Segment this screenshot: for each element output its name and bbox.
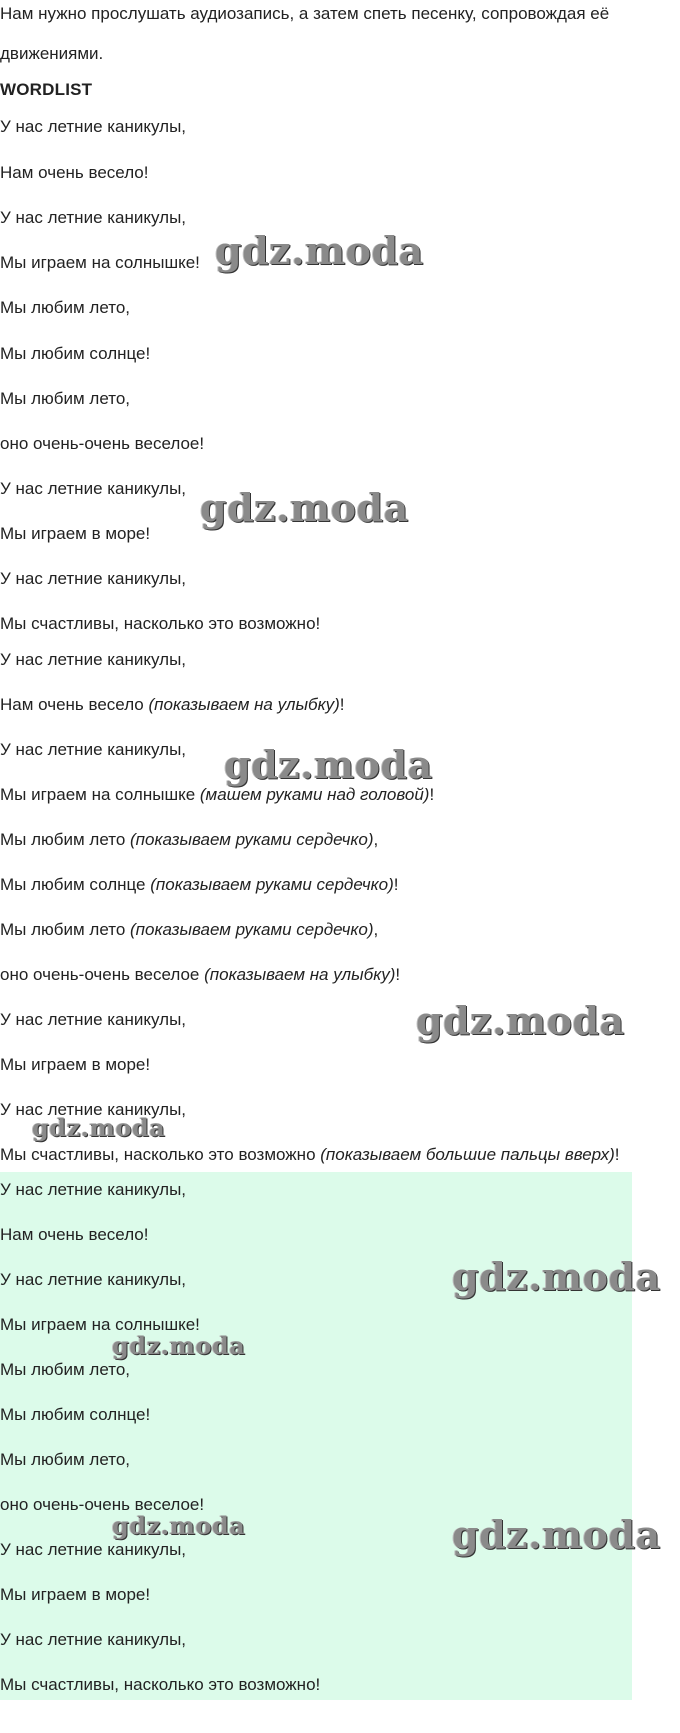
- watermark: gdz.moda: [224, 742, 433, 787]
- song-line: У нас летние каникулы,: [0, 1540, 187, 1559]
- song-line: Мы любим лето (показываем руками сердечко),: [0, 920, 379, 939]
- gesture-note: (показываем руками сердечко): [130, 830, 374, 849]
- song-line: Мы любим лето,: [0, 298, 130, 317]
- song-line: Мы счастливы, насколько это возможно (показываем большие пальцы вверх)!: [0, 1145, 620, 1164]
- intro-line: движениями.: [0, 44, 104, 63]
- song-line: Мы любим солнце!: [0, 344, 151, 363]
- song-line: Мы играем на солнышке!: [0, 1315, 200, 1334]
- song-line: Нам очень весело (показываем на улыбку)!: [0, 695, 345, 714]
- song-line: Мы любим лето,: [0, 1450, 130, 1469]
- song-line: У нас летние каникулы,: [0, 740, 187, 759]
- song-line: У нас летние каникулы,: [0, 117, 187, 136]
- song-line: Мы играем на солнышке (машем руками над головой)!: [0, 785, 435, 804]
- song-line: У нас летние каникулы,: [0, 1270, 187, 1289]
- watermark: gdz.moda: [452, 1254, 661, 1299]
- song-line: У нас летние каникулы,: [0, 1010, 187, 1029]
- song-line: У нас летние каникулы,: [0, 1100, 187, 1119]
- watermark: gdz.moda: [112, 1331, 246, 1360]
- watermark: gdz.moda: [32, 1113, 166, 1142]
- section-heading: WORDLIST: [0, 80, 93, 99]
- highlighted-block: [0, 1172, 632, 1700]
- watermark: gdz.moda: [215, 228, 424, 273]
- gesture-note: (показываем на улыбку): [148, 695, 340, 714]
- song-line: У нас летние каникулы,: [0, 479, 187, 498]
- song-line: Мы любим солнце!: [0, 1405, 151, 1424]
- song-line: У нас летние каникулы,: [0, 569, 187, 588]
- song-line: Мы счастливы, насколько это возможно!: [0, 614, 321, 633]
- song-line: Мы играем в море!: [0, 1585, 151, 1604]
- song-line: оно очень-очень веселое (показываем на улыбку)!: [0, 965, 401, 984]
- watermark: gdz.moda: [112, 1511, 246, 1540]
- song-line: Мы любим лето,: [0, 1360, 130, 1379]
- song-line: У нас летние каникулы,: [0, 1180, 187, 1199]
- song-line: Мы любим лето (показываем руками сердечко),: [0, 830, 379, 849]
- gesture-note: (машем руками над головой): [199, 785, 430, 804]
- intro-line: Нам нужно прослушать аудиозапись, а затем спеть песенку, сопровождая её: [0, 4, 610, 23]
- gesture-note: (показываем руками сердечко): [150, 875, 394, 894]
- song-line: оно очень-очень веселое!: [0, 1495, 205, 1514]
- song-line: Мы играем в море!: [0, 524, 151, 543]
- watermark: gdz.moda: [452, 1512, 661, 1557]
- song-line: Нам очень весело!: [0, 163, 149, 182]
- song-line: Мы любим солнце (показываем руками сердечко)!: [0, 875, 399, 894]
- song-line: Мы любим лето,: [0, 389, 130, 408]
- song-line: У нас летние каникулы,: [0, 1630, 187, 1649]
- watermark: gdz.moda: [416, 998, 625, 1043]
- gesture-note: (показываем на улыбку): [204, 965, 396, 984]
- watermark: gdz.moda: [200, 485, 409, 530]
- song-line: Нам очень весело!: [0, 1225, 149, 1244]
- song-line: Мы играем на солнышке!: [0, 253, 200, 272]
- song-line: Мы играем в море!: [0, 1055, 151, 1074]
- song-line: Мы счастливы, насколько это возможно!: [0, 1675, 321, 1694]
- song-line: У нас летние каникулы,: [0, 208, 187, 227]
- gesture-note: (показываем руками сердечко): [130, 920, 374, 939]
- song-line: оно очень-очень веселое!: [0, 434, 205, 453]
- song-line: У нас летние каникулы,: [0, 650, 187, 669]
- gesture-note: (показываем большие пальцы вверх): [320, 1145, 615, 1164]
